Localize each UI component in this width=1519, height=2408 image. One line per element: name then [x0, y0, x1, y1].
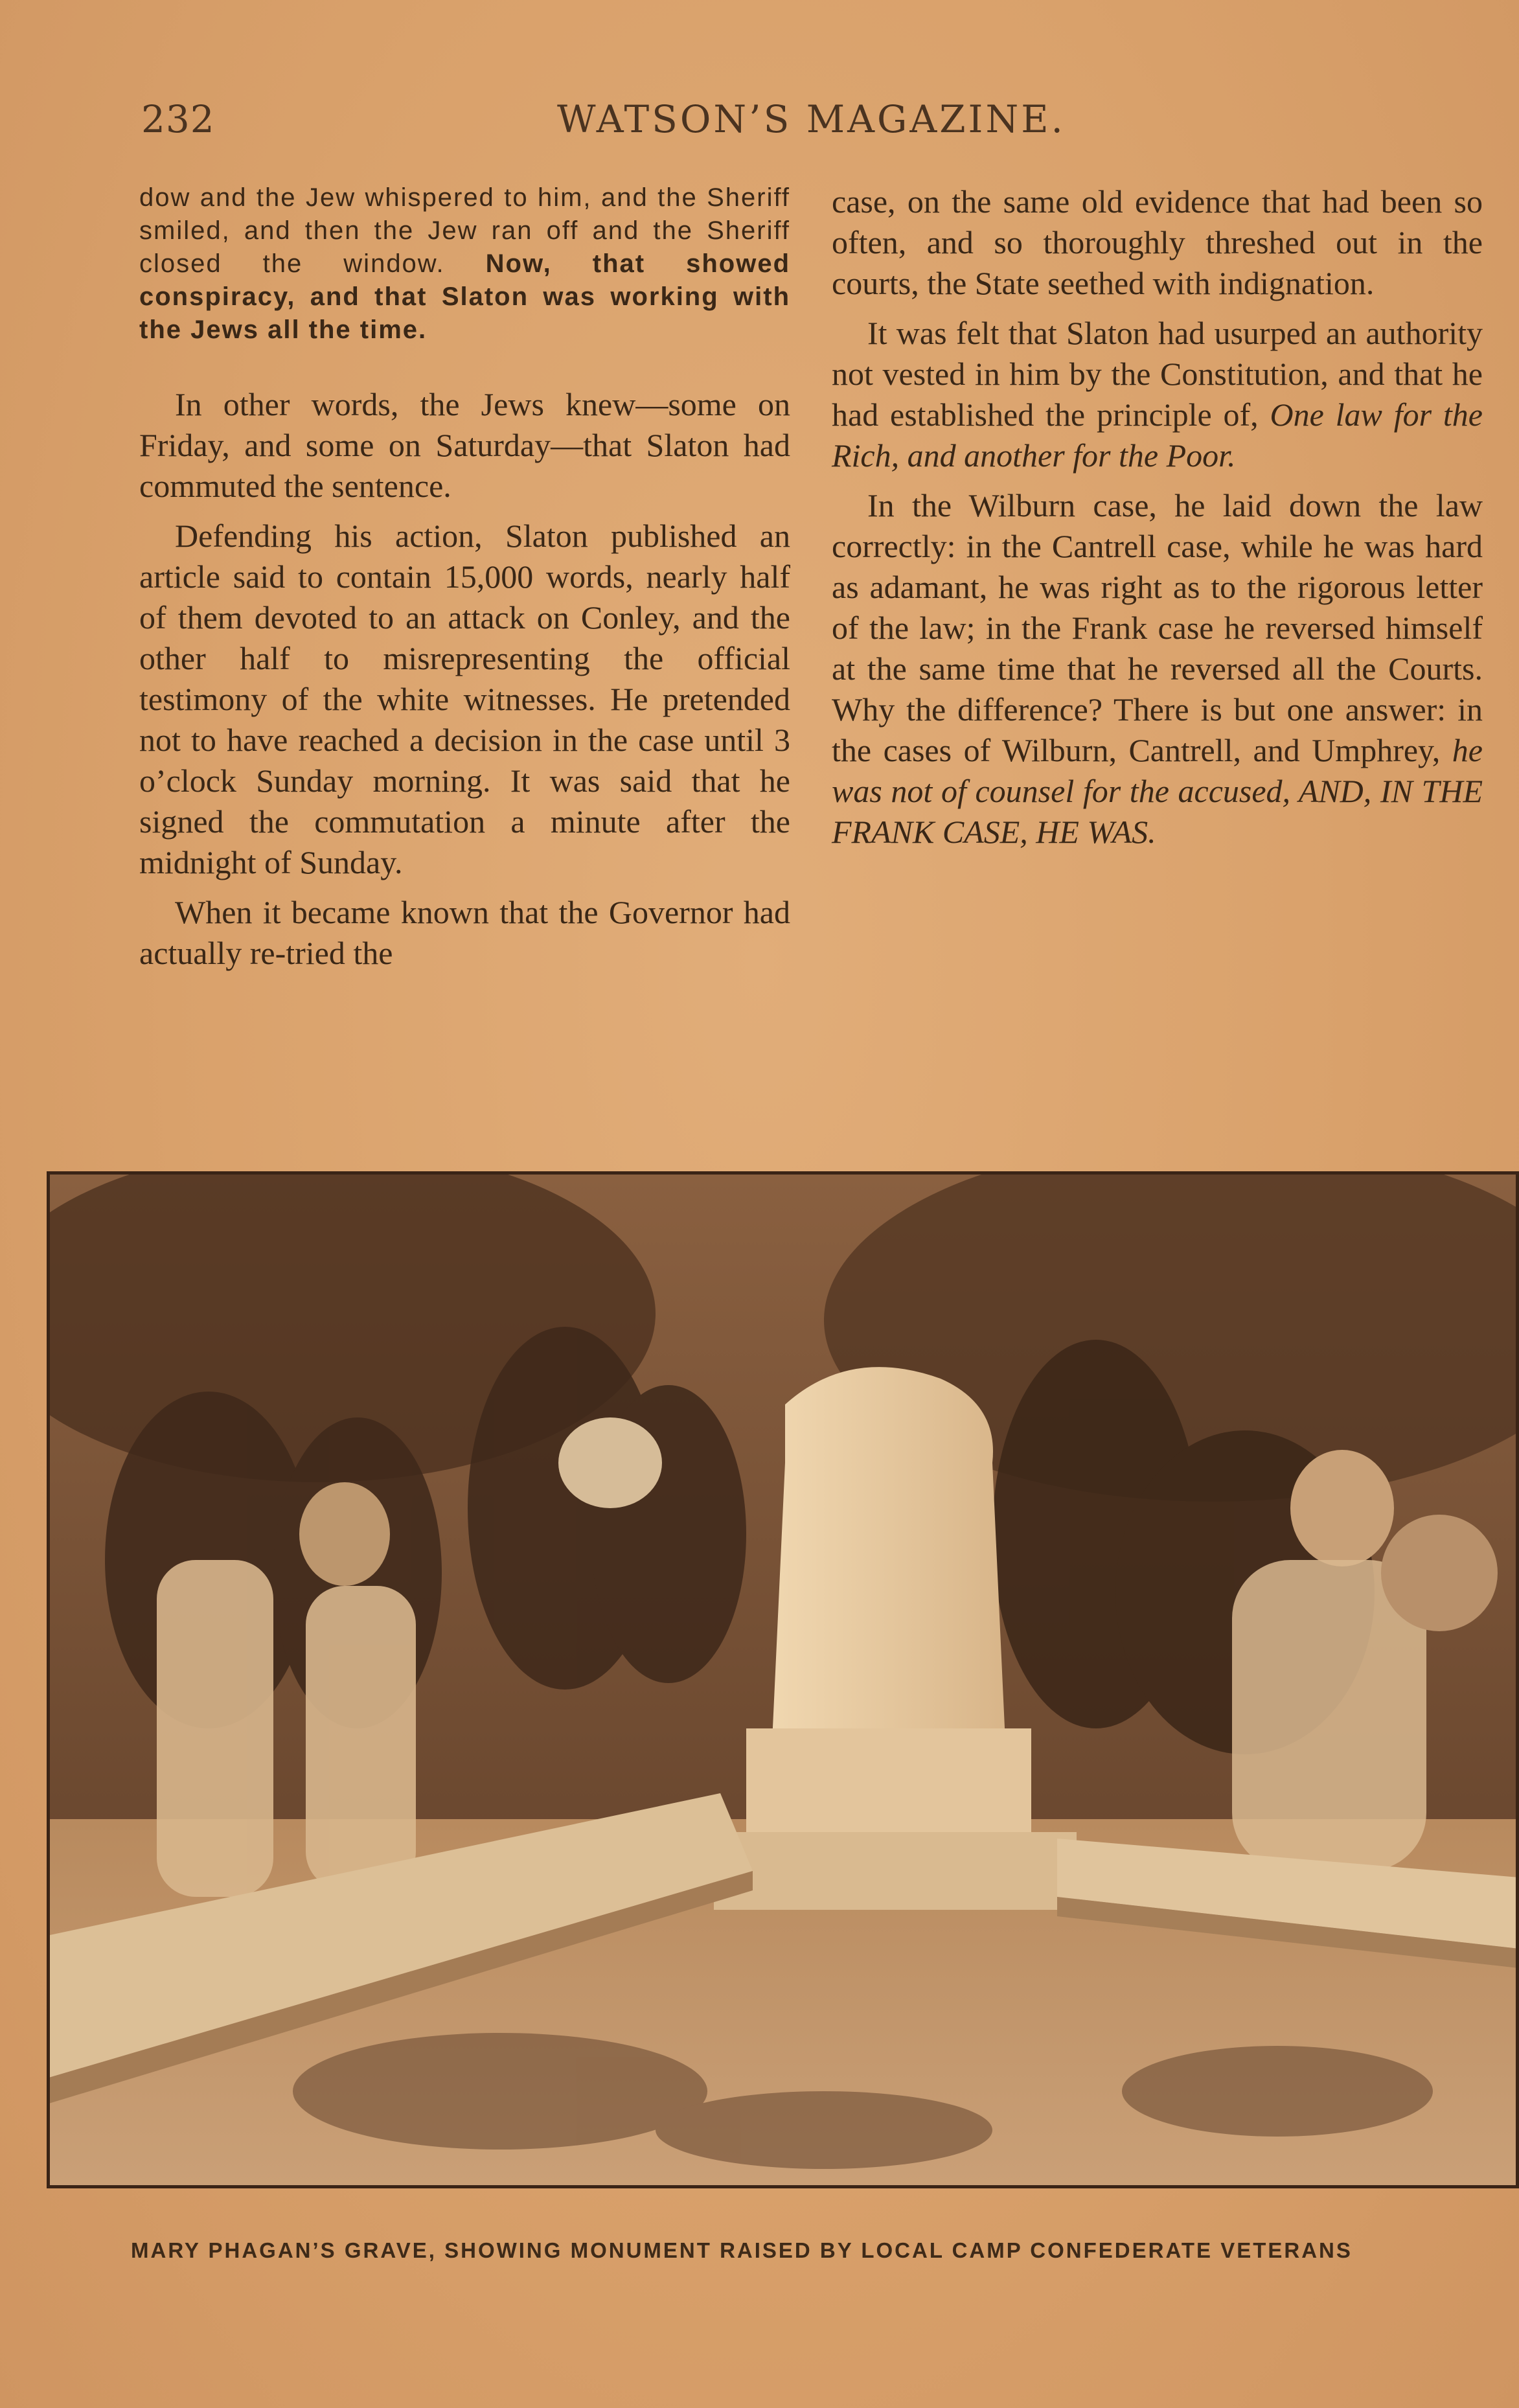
paragraph: In other words, the Jews knew—some on Friday, and some on Saturday—that Slaton had commuted the sentence. — [139, 386, 790, 504]
left-column — [139, 181, 790, 983]
quote-text: dow and the Jew whispered to him, and the Sheriff smiled, and then the Jew ran off and the Sheriff closed the window. — [139, 183, 790, 278]
grave-photograph — [47, 1171, 1519, 2188]
paragraph-text: It was felt that Slaton had usurped an authority not vested in him by the Constitution, and that he had established the principle of, — [832, 315, 1483, 433]
paragraph: case, on the same old evidence that had been so often, and so thoroughly threshed out in the courts, the State seethed with indignation. — [832, 183, 1483, 301]
page-number: 232 — [141, 97, 215, 141]
paragraph: Defending his action, Slaton published an article said to contain 15,000 words, nearly half of them devoted to an attack on Conley, and the other half to misrepresenting the official testimony of the white witnesses. He pretended not to have reached a decision in the case until 3 o’clock Sunday morning. It was said that he signed the commutation a minute after the midnight of Sunday. — [139, 518, 790, 880]
running-head: WATSON’S MAGAZINE. — [557, 97, 1066, 141]
italic-phrase: One law for the Rich, and another for the Poor. — [832, 396, 1483, 474]
paragraph: When it became known that the Governor had actually re-tried the — [139, 894, 790, 971]
quote-bold-text: Now, that showed conspiracy, and that Slaton was working with the Jews all the time. — [139, 249, 791, 344]
quoted-passage — [139, 181, 790, 347]
right-column — [832, 181, 1483, 862]
paragraph-text: In the Wilburn case, he laid down the law correctly: in the Cantrell case, while he was hard as adamant, he was right as to the rigorous letter of the law; in the Frank case he reversed himself at the same time that he reversed all the Courts. Why the difference? There is but one answer: in the cases of Wilburn, Cantrell, and Umphrey, — [832, 487, 1483, 768]
paragraph — [832, 313, 1483, 476]
italic-phrase: he was not of counsel for the accused, AND, IN THE FRANK CASE, HE WAS. — [832, 732, 1483, 850]
photo-illustration — [47, 1171, 1519, 2188]
paragraph — [832, 485, 1483, 853]
photo-caption: MARY PHAGAN’S GRAVE, SHOWING MONUMENT RAISED BY LOCAL CAMP CONFEDERATE VETERANS — [131, 2238, 1353, 2262]
